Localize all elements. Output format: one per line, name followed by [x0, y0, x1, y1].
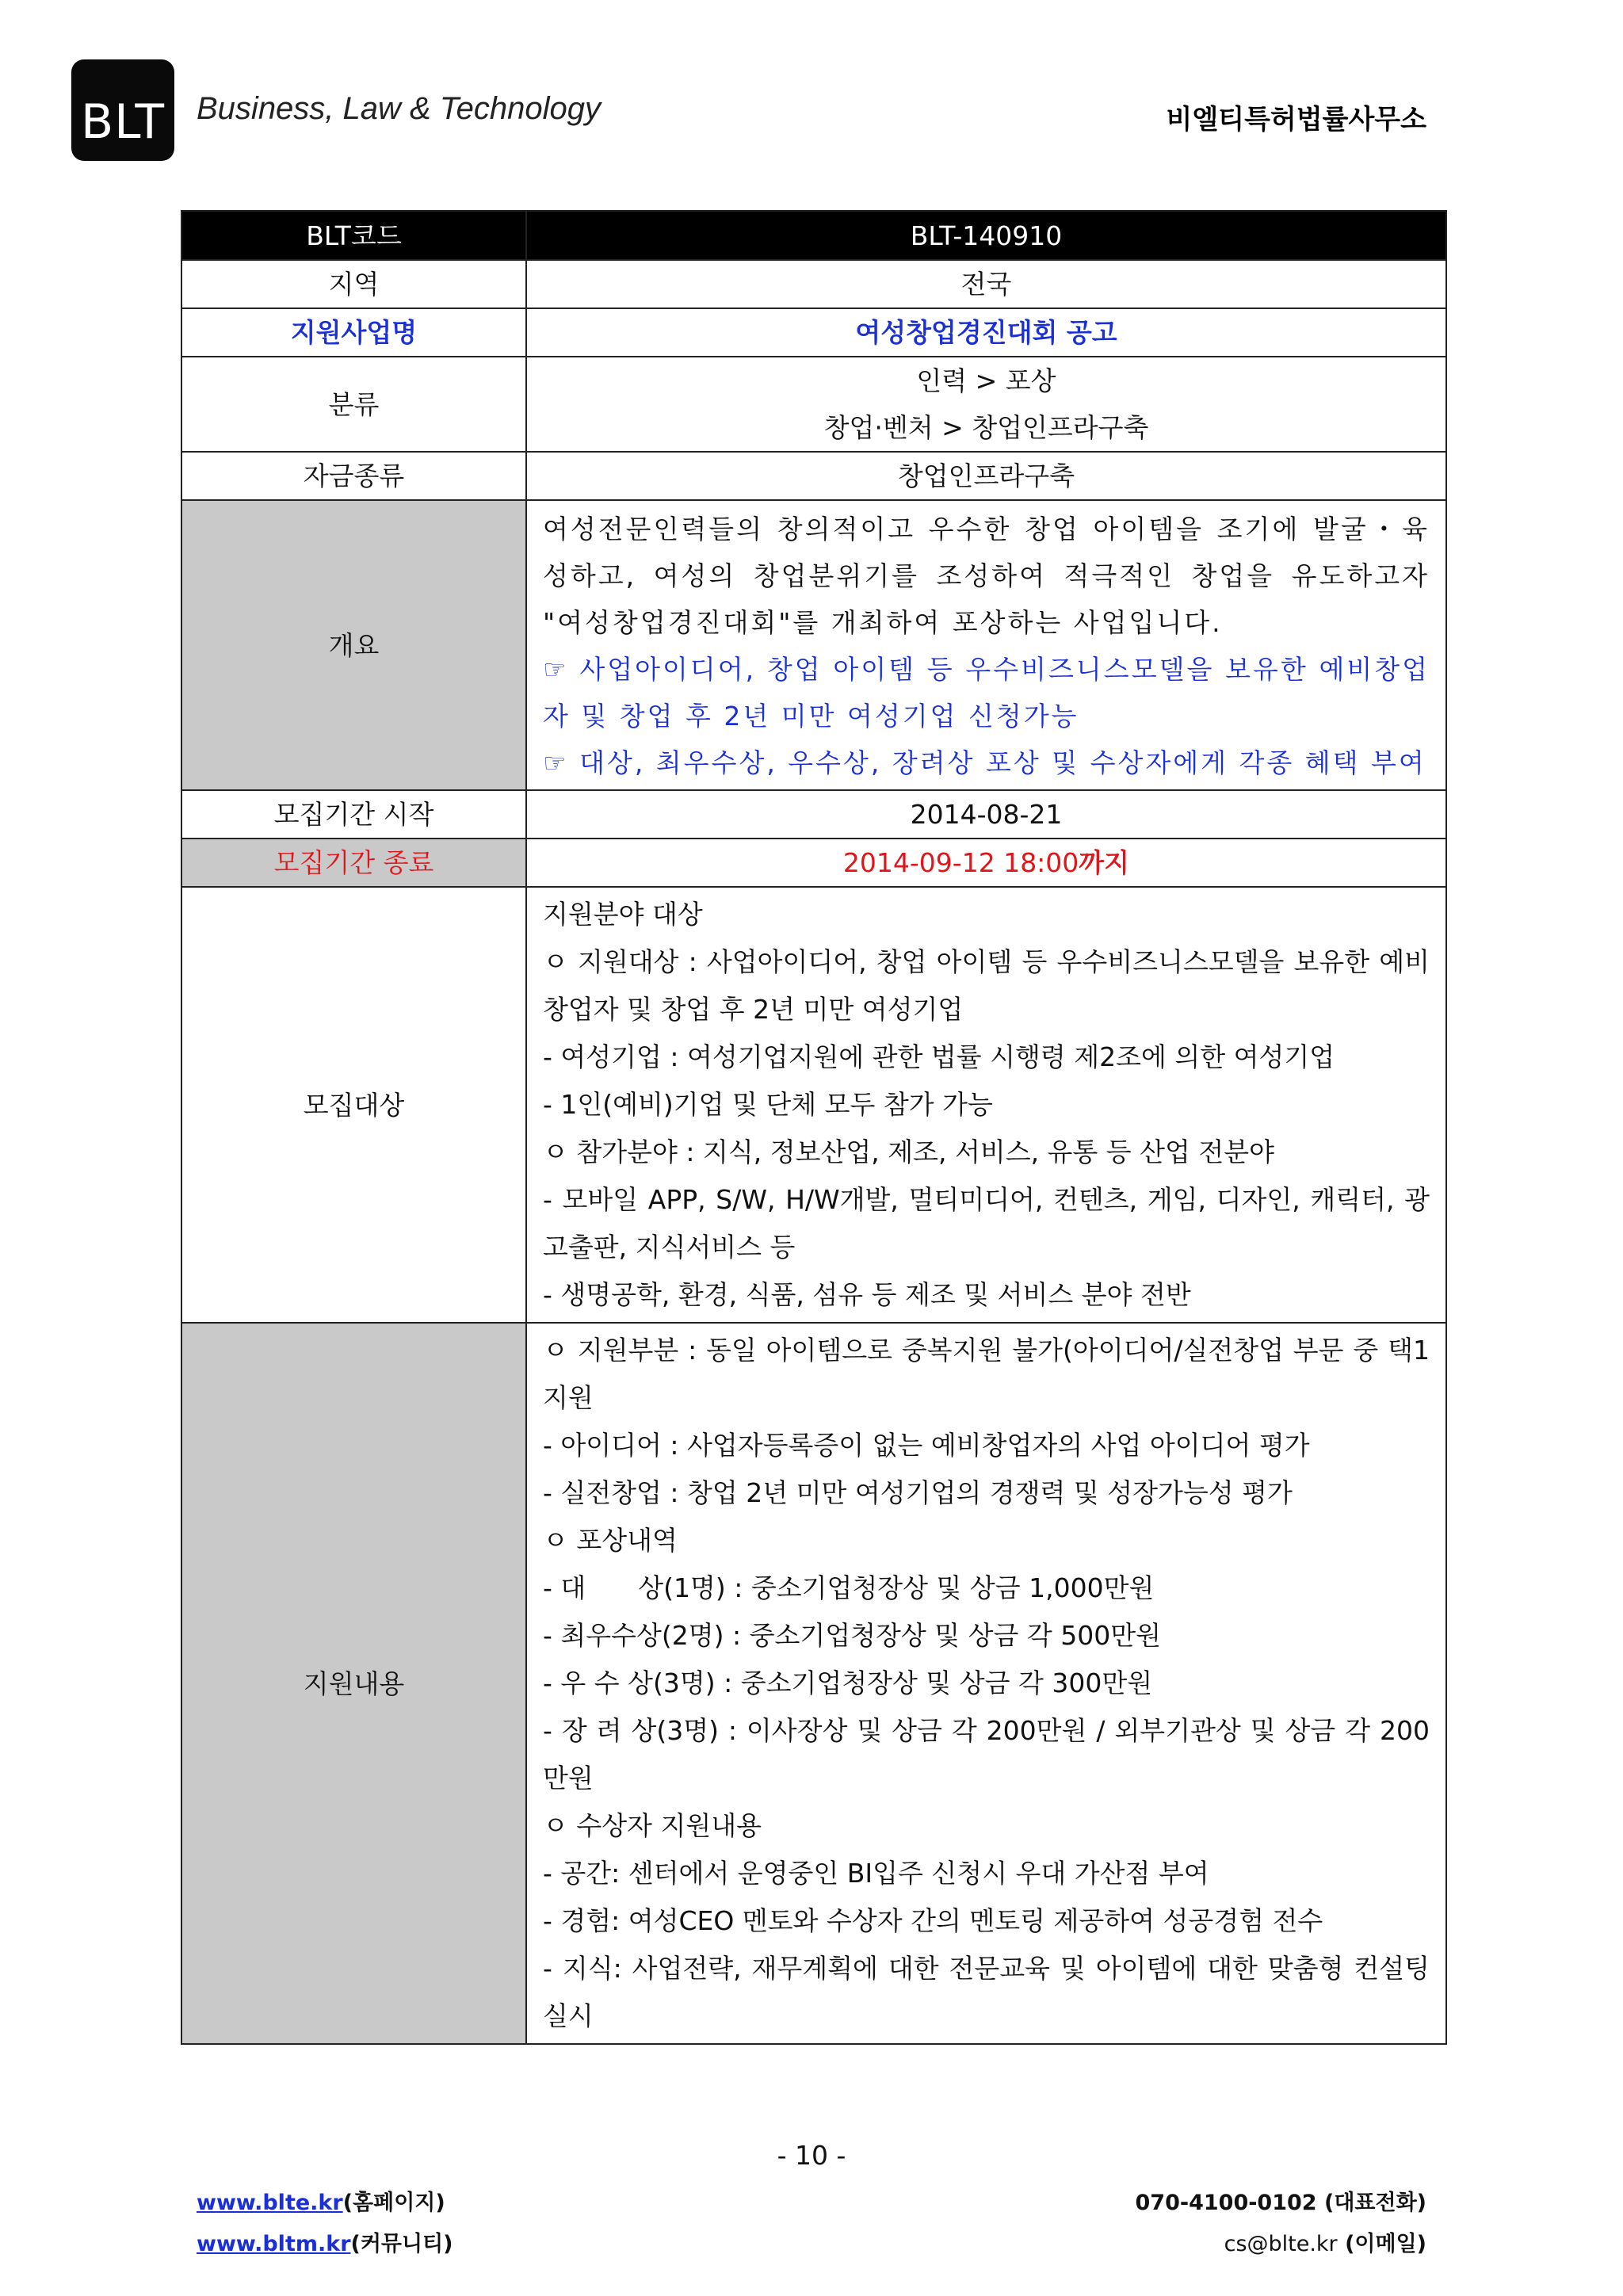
list-item: - 장 려 상(3명) : 이사장상 및 상금 각 200만원 / 외부기관상 및 상금 각 200만원 — [543, 1715, 1430, 1794]
code-value: BLT-140910 — [526, 211, 1446, 260]
list-item: - 우 수 상(3명) : 중소기업청장상 및 상금 각 300만원 — [543, 1668, 1153, 1698]
support-value — [526, 1323, 1446, 2044]
category-label: 분류 — [181, 357, 526, 452]
overview-highlight: ☞ 사업아이디어, 창업 아이템 등 우수비즈니스모델을 보유한 예비창업자 및 창업 후 2년 미만 여성기업 신청가능 — [543, 654, 1430, 732]
table-row — [181, 887, 1446, 1323]
tagline: Business, Law & Technology — [197, 91, 601, 126]
firm-name: 비엘티특허법률사무소 — [1166, 104, 1426, 136]
target-label: 모집대상 — [181, 887, 526, 1323]
list-item: ㅇ 수상자 지원내용 — [543, 1810, 762, 1841]
support-label: 지원내용 — [181, 1323, 526, 2044]
code-label: BLT코드 — [181, 211, 526, 260]
end-date: 2014-09-12 18:00 — [842, 847, 1079, 878]
table-row — [181, 790, 1446, 839]
fund-value: 창업인프라구축 — [526, 452, 1446, 500]
fund-label: 자금종류 — [181, 452, 526, 500]
list-item: 지원분야 대상 — [543, 899, 703, 930]
page-header — [71, 59, 1426, 162]
table-row — [181, 1323, 1446, 2044]
list-item: ㅇ 포상내역 — [543, 1525, 678, 1556]
footer-links — [197, 2183, 453, 2265]
email-address: cs@blte.kr — [1224, 2232, 1338, 2256]
overview-highlight: ☞ 대상, 최우수상, 우수상, 장려상 포상 및 수상자에게 각종 혜택 부여 — [543, 747, 1426, 778]
community-suffix: (커뮤니티) — [350, 2232, 453, 2256]
overview-label: 개요 — [181, 500, 526, 790]
list-item: ㅇ 참가분야 : 지식, 정보산업, 제조, 서비스, 유통 등 산업 전분야 — [543, 1137, 1275, 1167]
homepage-suffix: (홈페이지) — [342, 2191, 445, 2215]
program-label: 지원사업명 — [181, 308, 526, 357]
list-item: - 생명공학, 환경, 식품, 섬유 등 제조 및 서비스 분야 전반 — [543, 1279, 1191, 1310]
list-item: - 경험: 여성CEO 멘토와 수상자 간의 멘토링 제공하여 성공경험 전수 — [543, 1905, 1323, 1936]
start-label: 모집기간 시작 — [181, 790, 526, 839]
homepage-link[interactable]: www.blte.kr — [197, 2191, 343, 2215]
table-row — [181, 260, 1446, 308]
table-row — [181, 839, 1446, 887]
end-label: 모집기간 종료 — [181, 839, 526, 887]
list-item: - 아이디어 : 사업자등록증이 없는 예비창업자의 사업 아이디어 평가 — [543, 1430, 1310, 1461]
page-number: - 10 - — [777, 2140, 846, 2171]
list-item: - 공간: 센터에서 운영중인 BI입주 신청시 우대 가산점 부여 — [543, 1858, 1209, 1889]
target-value — [526, 887, 1446, 1323]
table-row — [181, 308, 1446, 357]
region-label: 지역 — [181, 260, 526, 308]
end-value — [526, 839, 1446, 887]
blt-logo: BLT — [71, 59, 174, 161]
table-row — [181, 211, 1446, 260]
table-row — [181, 500, 1446, 790]
list-item: ㅇ 지원대상 : 사업아이디어, 창업 아이템 등 우수비즈니스모델을 보유한 예비창업자 및 창업 후 2년 미만 여성기업 — [543, 946, 1430, 1025]
list-item: - 최우수상(2명) : 중소기업청장상 및 상금 각 500만원 — [543, 1620, 1161, 1651]
region-value: 전국 — [526, 260, 1446, 308]
list-item: - 실전창업 : 창업 2년 미만 여성기업의 경쟁력 및 성장가능성 평가 — [543, 1477, 1293, 1508]
overview-value — [526, 500, 1446, 790]
program-info-table — [181, 210, 1447, 2045]
list-item: - 대 상(1명) : 중소기업청장상 및 상금 1,000만원 — [543, 1572, 1155, 1603]
email-suffix: (이메일) — [1337, 2232, 1426, 2256]
email-line — [1136, 2224, 1426, 2265]
list-item: - 1인(예비)기업 및 단체 모두 참가 가능 — [543, 1089, 993, 1120]
table-row — [181, 452, 1446, 500]
list-item: ㅇ 지원부분 : 동일 아이템으로 중복지원 불가(아이디어/실전창업 부문 중 택1 지원 — [543, 1335, 1430, 1413]
list-item: - 지식: 사업전략, 재무계획에 대한 전문교육 및 아이템에 대한 맞춤형 컨설팅 실시 — [543, 1953, 1430, 2031]
list-item: - 모바일 APP, S/W, H/W개발, 멀티미디어, 컨텐츠, 게임, 디자인, 캐릭터, 광고출판, 지식서비스 등 — [543, 1184, 1430, 1263]
category-line: 인력 > 포상 — [916, 365, 1056, 396]
end-suffix: 까지 — [1079, 847, 1130, 878]
community-link[interactable]: www.bltm.kr — [197, 2232, 351, 2256]
category-value — [526, 357, 1446, 452]
footer-contact — [1136, 2183, 1426, 2265]
table-row — [181, 357, 1446, 452]
homepage-line — [197, 2183, 453, 2224]
category-line: 창업·벤처 > 창업인프라구축 — [823, 412, 1149, 443]
phone-number: 070-4100-0102 (대표전화) — [1135, 2191, 1426, 2215]
program-value: 여성창업경진대회 공고 — [526, 308, 1446, 357]
start-value: 2014-08-21 — [526, 790, 1446, 839]
community-line — [197, 2224, 453, 2265]
overview-text: 여성전문인력들의 창의적이고 우수한 창업 아이템을 조기에 발굴・육성하고, 여성의 창업분위기를 조성하여 적극적인 창업을 유도하고자 "여성창업경진대회"를 개최하여 포상하는 사업입니다. — [543, 514, 1430, 638]
list-item: - 여성기업 : 여성기업지원에 관한 법률 시행령 제2조에 의한 여성기업 — [543, 1041, 1335, 1072]
